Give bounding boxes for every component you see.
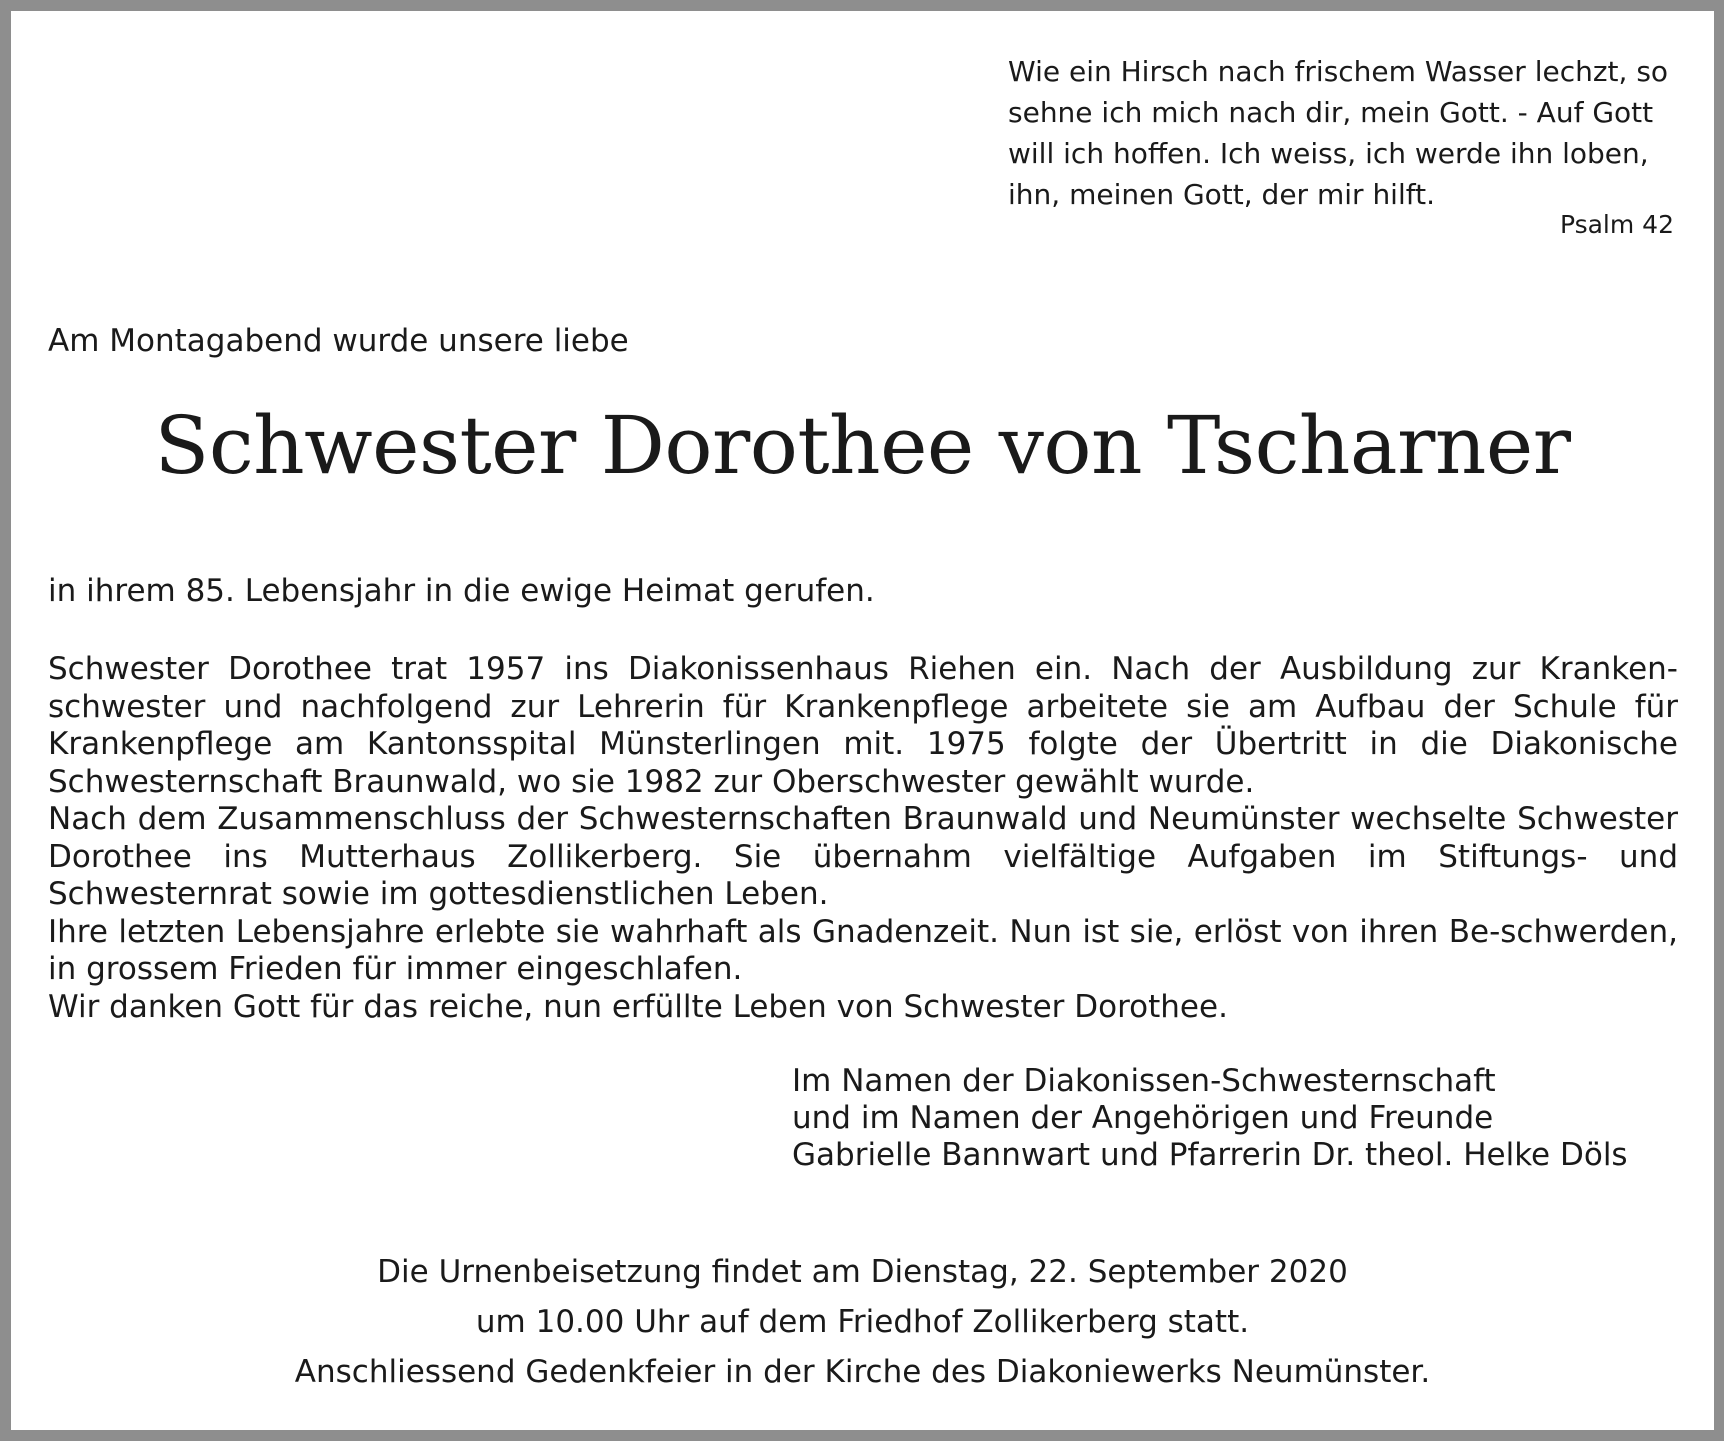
bio-paragraph: Nach dem Zusammenschluss der Schwesternschaften Braunwald und Neumünster wechselte Schwester Dorothee ins Mutterhaus Zollikerberg. Sie übernahm vielfältige Aufgaben im Stiftungs- und Schwesternrat sowie im gottesdienstlichen Leben. (48, 801, 1678, 912)
psalm-reference: Psalm 42 (1559, 210, 1674, 239)
bio-paragraph: Ihre letzten Lebensjahre erlebte sie wahrhaft als Gnadenzeit. Nun ist sie, erlöst von ihren Be-schwerden, in grossem Frieden für immer eingeschlafen. (48, 913, 1678, 987)
psalm-line: sehne ich mich nach dir, mein Gott. - Auf Gott (1008, 96, 1654, 129)
deceased-name: Schwester Dorothee von Tscharner (154, 399, 1571, 492)
psalm-line: ihn, meinen Gott, der mir hilft. (1008, 178, 1435, 211)
bio-paragraph: Schwester Dorothee trat 1957 ins Diakonissenhaus Riehen ein. Nach der Ausbildung zur Kranken-schwester und nachfolgend zur Lehrerin für Krankenpflege arbeitete sie am Aufbau der Schule für Krankenpflege am Kantonsspital Münsterlingen mit. 1975 folgte der Übertritt in die Diakonische Schwesternschaft Braunwald, wo sie 1982 zur Oberschwester gewählt wurde. (48, 651, 1678, 800)
psalm-quote (1008, 51, 1688, 215)
psalm-line: will ich hoffen. Ich weiss, ich werde ihn loben, (1008, 137, 1649, 170)
obituary-page (11, 11, 1714, 1430)
biography (48, 651, 1678, 1026)
burial-line: Anschliessend Gedenkfeier in der Kirche des Diakoniewerks Neumünster. (294, 1354, 1431, 1390)
psalm-line: Wie ein Hirsch nach frischem Wasser lechzt, so (1008, 55, 1669, 88)
intro-line: Am Montagabend wurde unsere liebe (48, 323, 629, 359)
age-line: in ihrem 85. Lebensjahr in die ewige Heimat gerufen. (48, 573, 875, 609)
burial-notice (11, 1247, 1714, 1397)
bio-paragraph: Wir danken Gott für das reiche, nun erfüllte Leben von Schwester Dorothee. (48, 988, 1228, 1025)
burial-line: Die Urnenbeisetzung findet am Dienstag, 22. September 2020 (377, 1254, 1348, 1290)
signature-line: Gabrielle Bannwart und Pfarrerin Dr. theol. Helke Döls (792, 1137, 1628, 1173)
burial-line: um 10.00 Uhr auf dem Friedhof Zollikerberg statt. (475, 1304, 1250, 1340)
signature-block (792, 1063, 1692, 1174)
signature-line: und im Namen der Angehörigen und Freunde (792, 1100, 1494, 1136)
signature-line: Im Namen der Diakonissen-Schwesternschaft (792, 1063, 1496, 1099)
